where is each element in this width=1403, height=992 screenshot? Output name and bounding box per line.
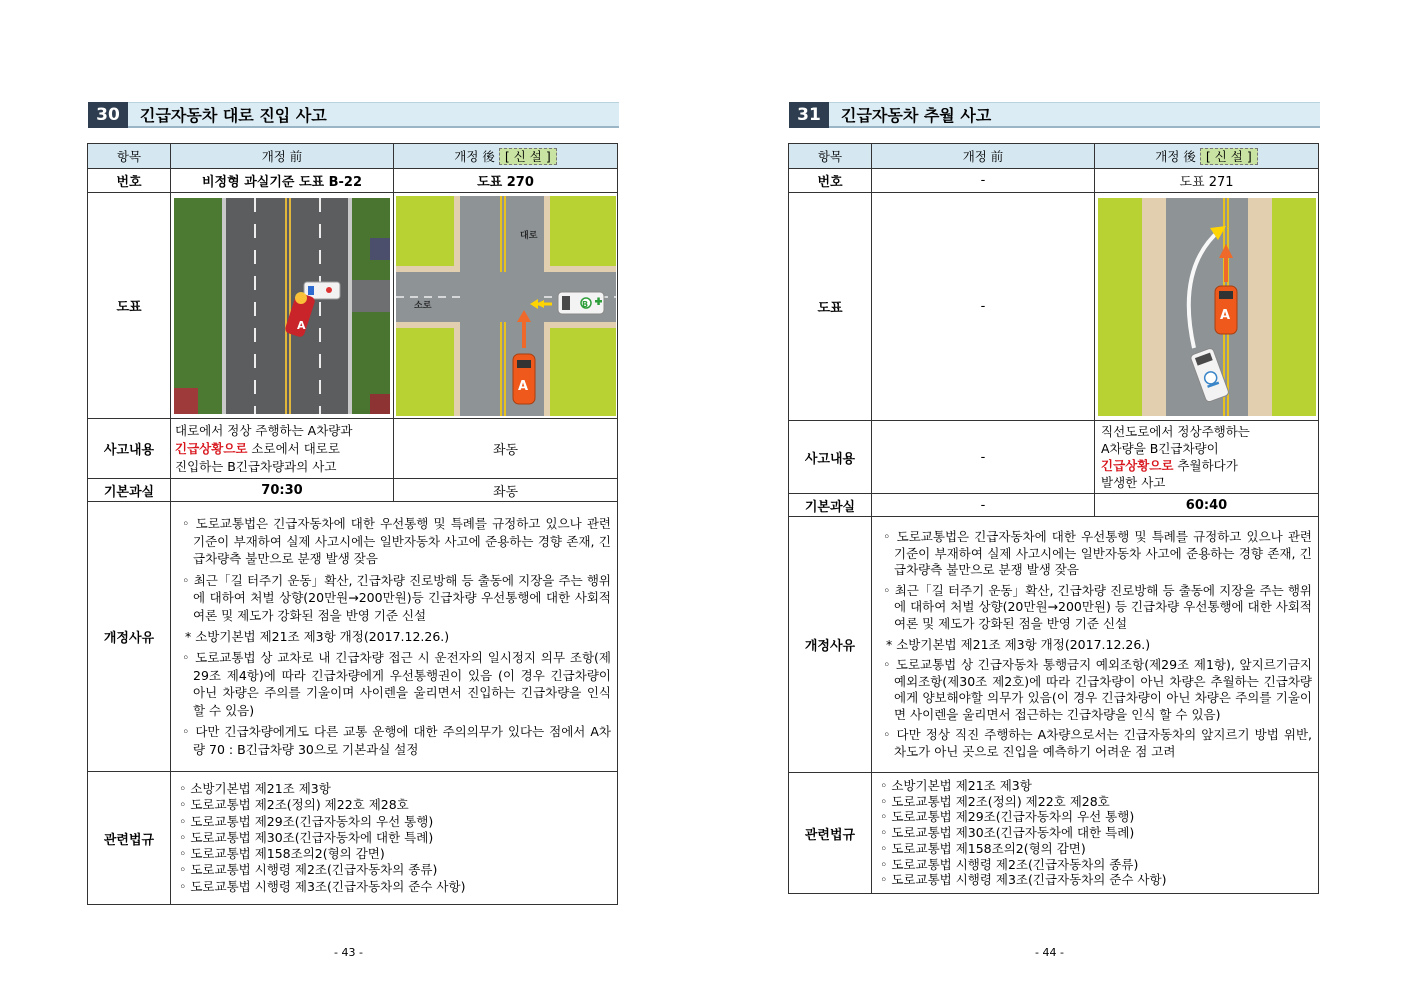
label-base-fault: 기본과실 bbox=[789, 494, 872, 517]
row-laws bbox=[88, 772, 618, 905]
emergency-emphasis: 긴급상황으로 bbox=[175, 440, 248, 456]
diagram-before bbox=[171, 193, 394, 419]
diagram-before: - bbox=[872, 193, 1095, 421]
row-reason bbox=[88, 502, 618, 772]
header-item: 항목 bbox=[789, 144, 872, 169]
number-before: - bbox=[872, 169, 1095, 193]
law-item: ◦ 도로교통법 시행령 제3조(긴급자동차의 준수 사항) bbox=[179, 878, 466, 894]
label-number: 번호 bbox=[789, 169, 872, 193]
page-number: - 44 - bbox=[1035, 946, 1064, 959]
label-side-road: 소로 bbox=[413, 300, 431, 311]
label-accident: 사고내용 bbox=[789, 421, 872, 494]
number-before: 비정형 과실기준 도표 B-22 bbox=[171, 169, 394, 193]
section-number: 30 bbox=[88, 102, 128, 128]
accident-after-line3-rest: 추월하다가 bbox=[1173, 458, 1238, 473]
law-item: ◦ 도로교통법 제158조의2(형의 감면) bbox=[179, 846, 385, 862]
accident-after bbox=[1095, 421, 1319, 494]
reason-item: ◦ 도로교통법 상 교차로 내 긴급차량 접근 시 운전자의 일시정지 의무 조항(제29조 제4항)에 따라 긴급차량에게 우선통행권이 있음 (이 경우 긴급차량이 아닌 차량은 주의를 기울이며 사이렌을 울리면서 진입하는 긴급차량을 인식할 수 있음) bbox=[182, 650, 611, 718]
reason-item: ◦ 도로교통법은 긴급자동차에 대한 우선통행 및 특례를 규정하고 있으나 관련 기준이 부재하여 실제 사고시에는 일반자동차 사고에 준용하는 경향 존재, 긴급차량측 불만으로 분쟁 발생 잦음 bbox=[182, 516, 611, 566]
row-base-fault bbox=[789, 494, 1319, 517]
car-a bbox=[1215, 286, 1237, 334]
diagram-after bbox=[394, 193, 618, 419]
row-reason bbox=[789, 517, 1319, 773]
label-main-road: 대로 bbox=[519, 230, 537, 241]
accident-after: 좌동 bbox=[394, 419, 618, 479]
accident-after-line1: 직선도로에서 정상주행하는 bbox=[1101, 424, 1250, 439]
reason-item: ◦ 다만 정상 직진 주행하는 A차량으로서는 긴급자동차의 앞지르기 방법 위반, 차도가 아닌 곳으로 진입을 예측하기 어려운 점 고려 bbox=[883, 727, 1312, 759]
reason-item: ◦ 도로교통법 상 긴급자동차 통행금지 예외조항(제29조 제1항), 앞지르기금지 예외조항(제30조 제2호)에 따라 긴급차량이 아닌 차량은 추월하는 긴급차량에게 양보해야할 의무가 있음(이 경우 긴급차량이 아닌 차량은 주의를 기울이면 사이렌을 울리면서 접근하는 긴급차량을 인식 할 수 있음) bbox=[883, 657, 1312, 722]
car-b-label: B bbox=[581, 299, 588, 309]
new-tag: [ 신 설 ] bbox=[1200, 148, 1258, 165]
number-after: 도표 271 bbox=[1095, 169, 1319, 193]
header-after-prefix: 개정 後 bbox=[454, 149, 495, 164]
reason-note: * 소방기본법 제21조 제3항 개정(2017.12.26.) bbox=[886, 637, 1151, 652]
law-item: ◦ 도로교통법 제30조(긴급자동차에 대한 특례) bbox=[880, 825, 1135, 841]
reason-content bbox=[171, 502, 618, 772]
new-tag: [ 신 설 ] bbox=[499, 148, 557, 165]
accident-after-line3 bbox=[1101, 457, 1314, 474]
header-after bbox=[1095, 144, 1319, 169]
ambulance-b bbox=[558, 292, 604, 314]
header-after-prefix: 개정 後 bbox=[1155, 149, 1196, 164]
row-diagram bbox=[789, 193, 1319, 421]
law-item: ◦ 도로교통법 시행령 제3조(긴급자동차의 준수 사항) bbox=[880, 872, 1167, 888]
label-base-fault: 기본과실 bbox=[88, 479, 171, 502]
page-44 bbox=[701, 0, 1402, 992]
accident-before bbox=[171, 419, 394, 479]
laws-content bbox=[171, 772, 618, 905]
header-before: 개정 前 bbox=[872, 144, 1095, 169]
table-header-row bbox=[789, 144, 1319, 169]
law-item: ◦ 도로교통법 제29조(긴급자동차의 우선 통행) bbox=[179, 813, 434, 829]
reason-item: ◦ 최근「길 터주기 운동」확산, 긴급차량 진로방해 등 출동에 지장을 주는 행위에 대하여 처벌 상향(20만원→200만원)등 긴급차량 우선통행에 대한 사회적 여론 및 제도가 강화된 점을 반영 기준 신설 bbox=[182, 572, 611, 623]
number-after: 도표 270 bbox=[394, 169, 618, 193]
reason-item: ◦ 도로교통법은 긴급자동차에 대한 우선통행 및 특례를 규정하고 있으나 관련 기준이 부재하여 실제 사고시에는 일반자동차 사고에 준용하는 경향 존재, 긴급차량측 불만으로 분쟁 발생 잦음 bbox=[883, 529, 1312, 577]
law-item: ◦ 도로교통법 제2조(정의) 제22호 제28호 bbox=[179, 797, 409, 813]
row-number bbox=[88, 169, 618, 193]
label-reason: 개정사유 bbox=[789, 517, 872, 773]
car-a-label: A bbox=[1219, 307, 1230, 323]
reason-item: ◦ 최근「길 터주기 운동」확산, 긴급차량 진로방해 등 출동에 지장을 주는 행위에 대하여 처벌 상향(20만원→200만원) 등 긴급차량 우선통행에 대한 사회적 여론 및 제도가 강화된 점을 반영 기준 신설 bbox=[883, 582, 1312, 631]
accident-before-line2 bbox=[175, 440, 389, 458]
header-before: 개정 前 bbox=[171, 144, 394, 169]
section-title: 긴급자동차 추월 사고 bbox=[829, 102, 1320, 128]
label-diagram: 도표 bbox=[789, 193, 872, 421]
label-laws: 관련법규 bbox=[789, 773, 872, 894]
collision-photo-image bbox=[174, 198, 390, 414]
row-number bbox=[789, 169, 1319, 193]
reason-content bbox=[872, 517, 1319, 773]
label-accident: 사고내용 bbox=[88, 419, 171, 479]
law-item: ◦ 도로교통법 시행령 제2조(긴급자동차의 종류) bbox=[179, 862, 438, 878]
laws-content bbox=[872, 773, 1319, 894]
car-a bbox=[513, 354, 535, 404]
intersection-diagram bbox=[396, 196, 616, 416]
label-diagram: 도표 bbox=[88, 193, 171, 419]
section-title: 긴급자동차 대로 진입 사고 bbox=[128, 102, 619, 128]
accident-after-line2: A차량을 B긴급차량이 bbox=[1101, 441, 1219, 456]
row-laws bbox=[789, 773, 1319, 894]
section-number: 31 bbox=[789, 102, 829, 128]
section-header bbox=[88, 102, 619, 128]
reason-item: ◦ 다만 긴급차량에게도 다른 교통 운행에 대한 주의의무가 있다는 점에서 A차량 70 : B긴급차량 30으로 기본과실 설정 bbox=[182, 724, 611, 757]
row-diagram bbox=[88, 193, 618, 419]
label-reason: 개정사유 bbox=[88, 502, 171, 772]
accident-before: - bbox=[872, 421, 1095, 494]
law-item: ◦ 도로교통법 제29조(긴급자동차의 우선 통행) bbox=[880, 809, 1135, 825]
accident-before-line1: 대로에서 정상 주행하는 A차량과 bbox=[175, 422, 353, 438]
emergency-emphasis: 긴급상황으로 bbox=[1101, 458, 1174, 473]
law-item: ◦ 소방기본법 제21조 제3항 bbox=[179, 780, 331, 796]
row-base-fault bbox=[88, 479, 618, 502]
accident-before-line3: 진입하는 B긴급차량과의 사고 bbox=[175, 458, 337, 474]
section-header bbox=[789, 102, 1320, 128]
comparison-table bbox=[87, 143, 618, 905]
reason-note: * 소방기본법 제21조 제3항 개정(2017.12.26.) bbox=[185, 629, 450, 644]
row-accident bbox=[88, 419, 618, 479]
page-number: - 43 - bbox=[334, 946, 363, 959]
base-fault-after: 60:40 bbox=[1095, 494, 1319, 517]
base-fault-after: 좌동 bbox=[394, 479, 618, 502]
row-accident bbox=[789, 421, 1319, 494]
base-fault-before: 70:30 bbox=[171, 479, 394, 502]
svg-text:A: A bbox=[297, 318, 306, 332]
header-item: 항목 bbox=[88, 144, 171, 169]
accident-before-line2-rest: 소로에서 대로로 bbox=[247, 440, 340, 456]
page-43 bbox=[0, 0, 701, 992]
law-item: ◦ 도로교통법 제158조의2(형의 감면) bbox=[880, 840, 1086, 856]
law-item: ◦ 도로교통법 제30조(긴급자동차에 대한 특례) bbox=[179, 829, 434, 845]
car-a-label: A bbox=[517, 378, 528, 394]
comparison-table bbox=[788, 143, 1319, 894]
overtaking-diagram bbox=[1098, 198, 1316, 416]
diagram-after bbox=[1095, 193, 1319, 421]
label-number: 번호 bbox=[88, 169, 171, 193]
law-item: ◦ 도로교통법 제2조(정의) 제22호 제28호 bbox=[880, 793, 1110, 809]
table-header-row bbox=[88, 144, 618, 169]
base-fault-before: - bbox=[872, 494, 1095, 517]
law-item: ◦ 소방기본법 제21조 제3항 bbox=[880, 777, 1032, 793]
law-item: ◦ 도로교통법 시행령 제2조(긴급자동차의 종류) bbox=[880, 856, 1139, 872]
header-after bbox=[394, 144, 618, 169]
label-laws: 관련법규 bbox=[88, 772, 171, 905]
accident-after-line4: 발생한 사고 bbox=[1101, 475, 1166, 490]
